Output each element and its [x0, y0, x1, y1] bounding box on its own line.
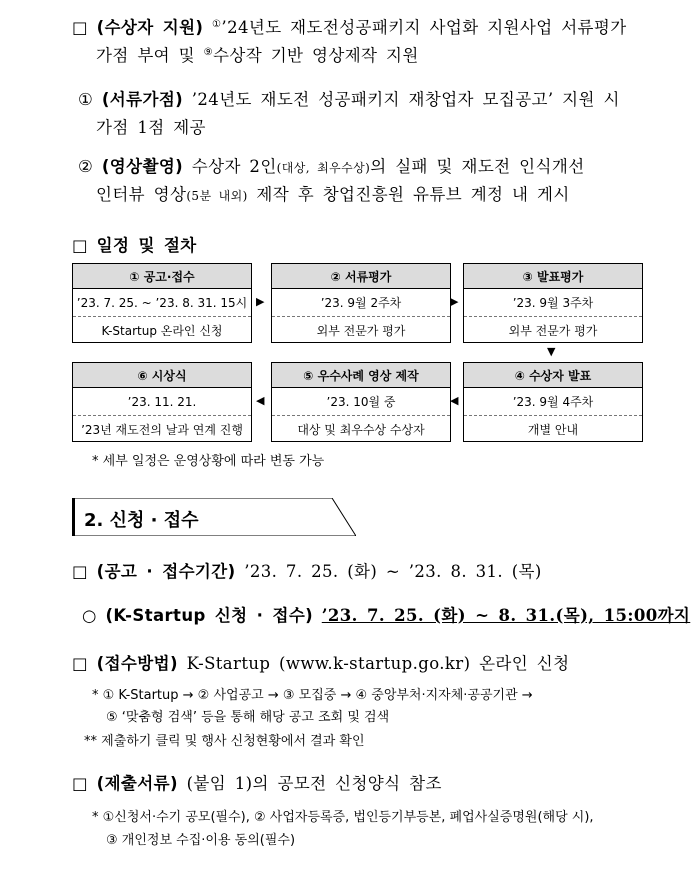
- schedule-heading: 일정 및 절차: [96, 236, 197, 255]
- documents-heading: (제출서류): [96, 774, 178, 793]
- step-date: ’23. 9월 4주차: [464, 388, 642, 416]
- arrow-down-icon: ▼: [547, 345, 556, 358]
- arrow-left-icon: ◀: [256, 394, 265, 407]
- documents-note-line2: ③ 개인정보 수집·이용 동의(필수): [106, 833, 296, 848]
- award-support-text-b: 수상작 기반 영상제작 지원: [213, 46, 419, 65]
- step-title: ⑥ 시상식: [73, 363, 251, 388]
- award-support-text: ’24년도 재도전성공패키지 사업화 지원사업 서류평가: [221, 18, 627, 37]
- award-support-heading: (수상자 지원): [96, 18, 204, 37]
- item2-line1: [78, 153, 585, 177]
- schedule-heading-line: [72, 232, 197, 256]
- step-desc: 외부 전문가 평가: [316, 324, 406, 338]
- method-line: [72, 650, 569, 674]
- documents-line: [72, 770, 442, 794]
- item1-heading: (서류가점): [101, 90, 184, 109]
- item2-text-b: 의 실패 및 재도전 인식개선: [370, 157, 585, 176]
- step-date: ’23. 11. 21.: [73, 388, 251, 416]
- item1-line1: [78, 86, 620, 110]
- step-date: ’23. 9월 2주차: [272, 289, 450, 317]
- step-box: [72, 362, 252, 442]
- step-desc: 대상 및 최우수상 수상자: [297, 423, 425, 437]
- circle-bullet: ○: [82, 606, 97, 625]
- step-box: [463, 362, 643, 442]
- step-desc: K-Startup 온라인 신청: [101, 324, 223, 338]
- award-support-text-a: 가점 부여 및: [96, 46, 195, 65]
- square-bullet: □: [72, 236, 88, 255]
- item1-text2: 가점 1점 제공: [96, 118, 206, 137]
- method-note2: ** 제출하기 클릭 및 행사 신청현황에서 결과 확인: [84, 734, 365, 749]
- step-desc: ’23년 재도전의 날과 연계 진행: [81, 423, 243, 437]
- step-desc: 외부 전문가 평가: [508, 324, 598, 338]
- item2-heading: (영상촬영): [101, 157, 184, 176]
- item1-marker: ①: [78, 90, 94, 109]
- documents-text: (붙임 1)의 공모전 신청양식 참조: [186, 774, 442, 793]
- arrow-left-icon: ◀: [450, 394, 459, 407]
- step-title: ④ 수상자 발표: [464, 363, 642, 388]
- step-box: [271, 263, 451, 343]
- method-text: K-Startup (www.k-startup.go.kr) 온라인 신청: [186, 654, 570, 673]
- step-date: ’23. 7. 25. ~ ’23. 8. 31. 15시: [73, 289, 251, 317]
- step-date: ’23. 9월 3주차: [464, 289, 642, 317]
- step-date: ’23. 10월 중: [272, 388, 450, 416]
- section-title: 2. 신청 · 접수: [84, 510, 199, 531]
- circled-marker: ①: [212, 19, 222, 30]
- step-box: [271, 362, 451, 442]
- item2-small: (대상, 최우수상): [276, 161, 371, 175]
- kstartup-text: ’23. 7. 25. (화) ~ 8. 31.(목), 15:00까지: [321, 606, 691, 625]
- kstartup-heading: (K-Startup 신청 · 접수): [105, 606, 314, 625]
- award-support-line1: [72, 14, 627, 38]
- arrow-right-icon: ▶: [450, 295, 459, 308]
- documents-note-line1: * ①신청서·수기 공모(필수), ② 사업자등록증, 법인등기부등본, 폐업사실증명원(해당 시),: [92, 810, 594, 825]
- step-title: ② 서류평가: [272, 264, 450, 289]
- period-heading: (공고 · 접수기간): [96, 562, 236, 581]
- square-bullet: □: [72, 654, 88, 673]
- step-box: [72, 263, 252, 343]
- method-note1-line2: ⑤ ‘맞춤형 검색’ 등을 통해 해당 공고 조회 및 검색: [106, 710, 390, 725]
- item1-line2: [96, 114, 206, 138]
- square-bullet: □: [72, 562, 88, 581]
- method-note1-line1: * ① K-Startup → ② 사업공고 → ③ 모집중 → ④ 중앙부처·지자체·공공기관 →: [92, 688, 533, 703]
- square-bullet: □: [72, 18, 88, 37]
- kstartup-line: [82, 602, 690, 626]
- award-support-line2: [96, 42, 419, 66]
- step-box: [463, 263, 643, 343]
- item2-line2: [96, 181, 570, 205]
- circled-marker: ⑨: [203, 47, 214, 58]
- step-title: ⑤ 우수사례 영상 제작: [272, 363, 450, 388]
- step-desc: 개별 안내: [527, 423, 579, 437]
- item2-text2-a: 인터뷰 영상: [96, 185, 187, 204]
- step-title: ① 공고·접수: [73, 264, 251, 289]
- item2-marker: ②: [78, 157, 94, 176]
- item2-small2: (5분 내외): [186, 189, 248, 203]
- period-text: ’23. 7. 25. (화) ~ ’23. 8. 31. (목): [244, 562, 542, 581]
- arrow-right-icon: ▶: [256, 295, 265, 308]
- square-bullet: □: [72, 774, 88, 793]
- item1-text: ’24년도 재도전 성공패키지 재창업자 모집공고’ 지원 시: [191, 90, 620, 109]
- step-title: ③ 발표평가: [464, 264, 642, 289]
- item2-text-a: 수상자 2인: [191, 157, 277, 176]
- method-heading: (접수방법): [96, 654, 178, 673]
- item2-text2-b: 제작 후 창업진흥원 유튜브 계정 내 게시: [256, 185, 570, 204]
- schedule-note: * 세부 일정은 운영상황에 따라 변동 가능: [92, 454, 325, 469]
- period-line: [72, 558, 542, 582]
